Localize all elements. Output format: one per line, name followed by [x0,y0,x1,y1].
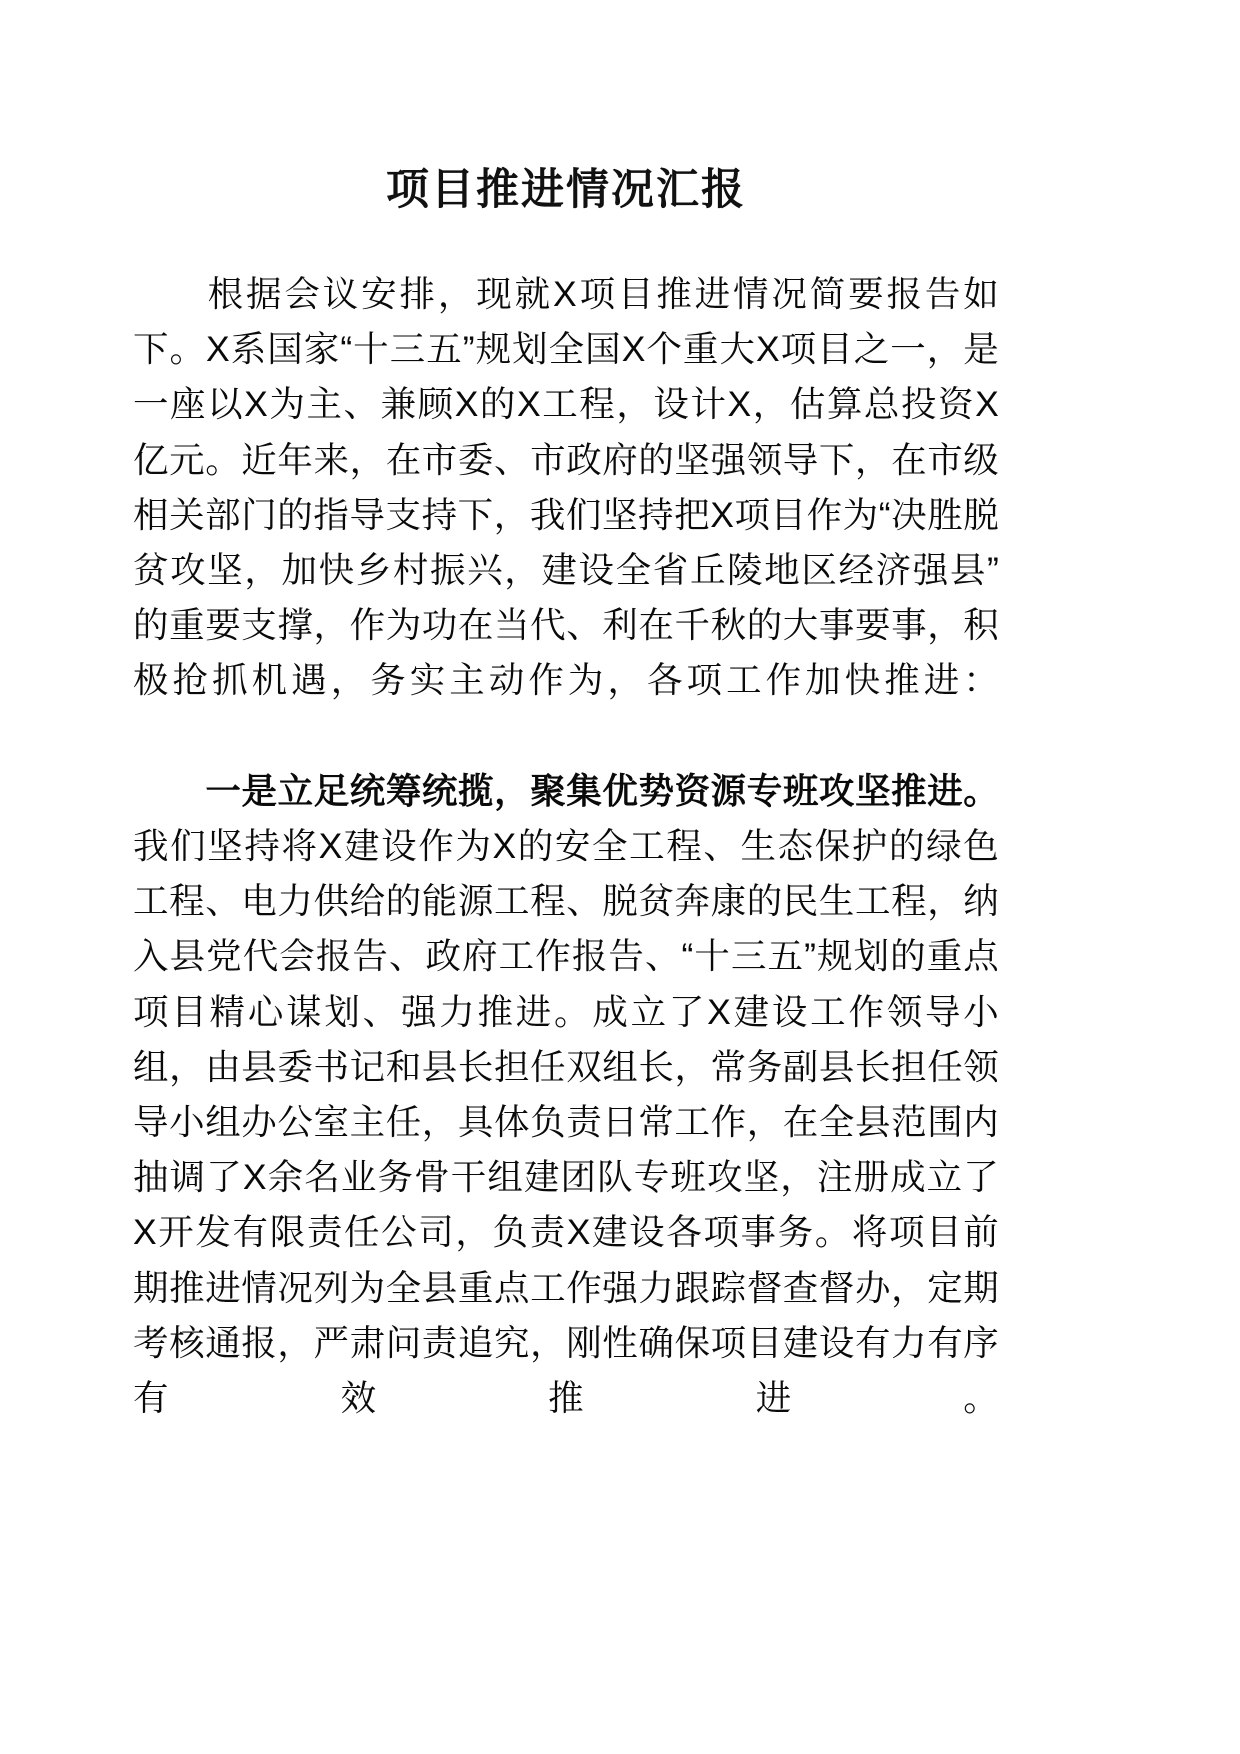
paragraph-point-one-text: 我们坚持将X建设作为X的安全工程、生态保护的绿色工程、电力供给的能源工程、脱贫奔康的民生工程，纳入县党代会报告、政府工作报告、“十三五”规划的重点项目精心谋划、强力推进。成立了X建设工作领导小组，由县委书记和县长担任双组长，常务副县长担任领导小组办公室主任，具体负责日常工作，在全县范围内抽调了X余名业务骨干组建团队专班攻坚，注册成立了X开发有限责任公司，负责X建设各项事务。将项目前期推进情况列为全县重点工作强力跟踪督查督办，定期考核通报，严肃问责追究，刚性确保项目建设有力有序有效推进。 [133,825,999,1418]
paragraph-point-one [133,764,999,1482]
paragraph-intro [133,267,999,764]
page-title: 项目推进情况汇报 [386,166,746,214]
paragraph-intro-text: 根据会议安排，现就X项目推进情况简要报告如下。X系国家“十三五”规划全国X个重大X项目之一，是一座以X为主、兼顾X的X工程，设计X，估算总投资X亿元。近年来，在市委、市政府的坚强领导下，在市级相关部门的指导支持下，我们坚持把X项目作为“决胜脱贫攻坚，加快乡村振兴，建设全省丘陵地区经济强县”的重要支撑，作为功在当代、利在千秋的大事要事，积极抢抓机遇，务实主动作为，各项工作加快推进： [133,273,999,701]
paragraph-point-one-lead: 一是立足统筹统揽，聚集优势资源专班攻坚推进。 [205,770,999,811]
document-body [133,267,999,1481]
page-content-area [133,0,999,1481]
